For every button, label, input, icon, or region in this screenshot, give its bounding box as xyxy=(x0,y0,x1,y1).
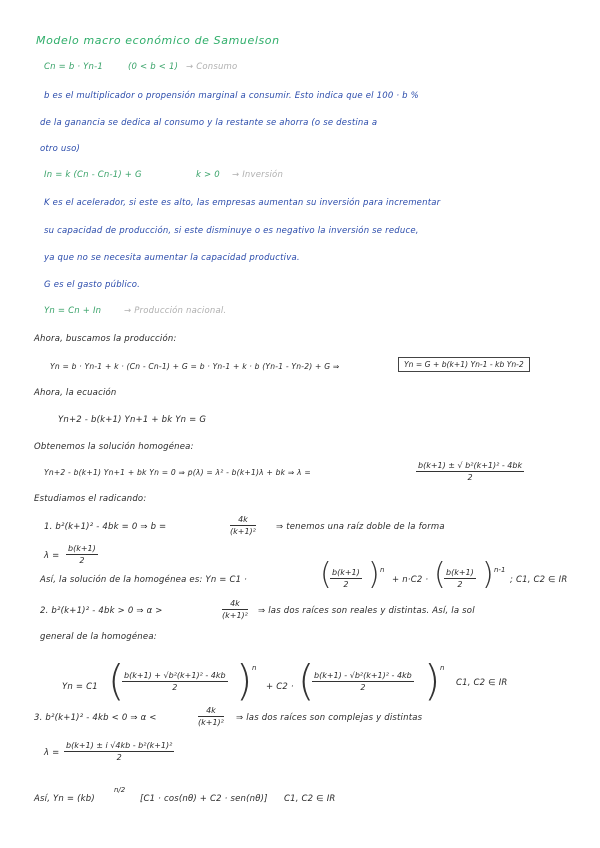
step-3-heading: Obtenemos la solución homogénea: xyxy=(34,442,194,452)
case-2-equation: 2. b²(k+1)² - 4bk > 0 ⇒ α > xyxy=(40,606,163,616)
case-2-solution-fraction-2: $\frac{\text{b(k+1) - √b²(k+1)² - 4kb}}{2}$ xyxy=(314,671,412,692)
paren-open-2: ( xyxy=(434,557,446,592)
case-3-lambda: λ = xyxy=(44,748,60,758)
fraction-denominator: 2 xyxy=(467,473,473,482)
case-1-text: ⇒ tenemos una raíz doble de la forma xyxy=(276,522,445,532)
exponent-n-half: n/2 xyxy=(114,786,126,794)
step-3-equation: Yn+2 - b(k+1) Yn+1 + bk Yn = 0 ⇒ p(λ) = λ² - b(k+1)λ + bk ⇒ λ = xyxy=(44,468,311,477)
inversion-equation: In = k (Cn - Cn-1) + G xyxy=(44,170,142,180)
paren-close-3: ) xyxy=(236,656,253,705)
k-desc-line-2: su capacidad de producción, si este disminuye o es negativo la inversión se reduce, xyxy=(44,226,419,236)
step-4-heading: Estudiamos el radicando: xyxy=(34,494,147,504)
step-2-equation: Yn+2 - b(k+1) Yn+1 + bk Yn = G xyxy=(58,415,207,425)
produccion-label: → Producción nacional. xyxy=(124,306,227,316)
case-3-text: ⇒ las dos raíces son complejas y distintas xyxy=(236,713,423,723)
case-3-lambda-fraction: $\frac{\text{b(k+1) ± i √4kb - b²(k+1)²}}{2}$ xyxy=(66,741,173,762)
inversion-condition: k > 0 xyxy=(196,170,220,180)
exponent-n-3: n xyxy=(440,664,445,672)
exponent-n: n xyxy=(380,566,385,574)
case-2-solution-intro: Yn = C1 xyxy=(62,682,98,692)
case-3-fraction: $\frac{4k}{\text{(k+1)²}}$ xyxy=(198,706,224,727)
case-2-solution-fraction-1: $\frac{\text{b(k+1) + √b²(k+1)² - 4kb}}{2}$ xyxy=(124,671,226,692)
consumo-label: → Consumo xyxy=(186,62,238,72)
case-2-solution-mid: + C2 · xyxy=(266,682,294,692)
page-title: Modelo macro económico de Samuelson xyxy=(36,34,280,47)
step-1-equation: Yn = b · Yn-1 + k · (Cn - Cn-1) + G = b · Yn-1 + k · b (Yn-1 - Yn-2) + G ⇒ xyxy=(50,362,340,371)
fraction-numerator: b(k+1) ± √ b²(k+1)² - 4bk xyxy=(418,461,523,470)
exponent-n-minus-1: n-1 xyxy=(494,566,506,574)
paren-open-3: ( xyxy=(108,656,125,705)
case-1-solution-end: ; C1, C2 ∈ IR xyxy=(510,575,568,585)
g-desc: G es el gasto público. xyxy=(44,280,141,290)
paren-open: ( xyxy=(320,557,332,592)
produccion-equation: Yn = Cn + In xyxy=(44,306,102,316)
case-1-equation: 1. b²(k+1)² - 4bk = 0 ⇒ b = xyxy=(44,522,167,532)
case-1-solution-mid: + n·C2 · xyxy=(392,575,429,585)
case-1-solution-intro: Así, la solución de la homogénea es: Yn = C1 · xyxy=(40,575,248,585)
paren-open-4: ( xyxy=(298,656,315,705)
case-1-fraction: $\frac{4k}{\text{(k+1)²}}$ xyxy=(230,515,256,536)
consumo-equation: Cn = b · Yn-1 xyxy=(44,62,104,72)
case-3-solution: [C1 · cos(nθ) + C2 · sen(nθ)] xyxy=(140,794,268,804)
case-2-text-2: general de la homogénea: xyxy=(40,632,157,642)
b-desc-line-2: de la ganancia se dedica al consumo y la restante se ahorra (o se destina a xyxy=(40,118,378,128)
paren-close: ) xyxy=(368,557,380,592)
case-3-solution-intro: Así, Yn = (kb) xyxy=(34,794,95,804)
paren-close-4: ) xyxy=(424,656,441,705)
case-1-solution-fraction-2: $\frac{b(k+1)}{2}$ xyxy=(446,568,474,589)
exponent-n-2: n xyxy=(252,664,257,672)
case-2-fraction: $\frac{4k}{\text{(k+1)²}}$ xyxy=(222,599,248,620)
case-1-solution-fraction-1: $\frac{b(k+1)}{2}$ xyxy=(332,568,360,589)
case-2-solution-end: C1, C2 ∈ IR xyxy=(456,678,508,688)
step-2-heading: Ahora, la ecuación xyxy=(34,388,117,398)
case-3-solution-end: C1, C2 ∈ IR xyxy=(284,794,336,804)
consumo-condition: (0 < b < 1) xyxy=(128,62,179,72)
case-2-text: ⇒ las dos raíces son reales y distintas. Así, la sol xyxy=(258,606,475,616)
paren-close-2: ) xyxy=(482,557,494,592)
b-desc-line-1: b es el multiplicador o propensión marginal a consumir. Esto indica que el 100 · b % xyxy=(44,91,419,101)
b-desc-line-3: otro uso) xyxy=(40,144,81,154)
k-desc-line-1: K es el acelerador, si este es alto, las empresas aumentan su inversión para incrementar xyxy=(44,198,441,208)
case-3-equation: 3. b²(k+1)² - 4kb < 0 ⇒ α < xyxy=(34,713,157,723)
step-1-heading: Ahora, buscamos la producción: xyxy=(34,334,177,344)
k-desc-line-3: ya que no se necesita aumentar la capacidad productiva. xyxy=(44,253,300,263)
case-1-lambda: λ = xyxy=(44,551,60,561)
step-1-boxed-result: Yn = G + b(k+1) Yn-1 - kb Yn-2 xyxy=(398,357,530,372)
case-1-lambda-fraction: $\frac{b(k+1)}{2}$ xyxy=(68,544,96,565)
step-3-lambda-fraction xyxy=(416,461,524,482)
inversion-label: → Inversión xyxy=(232,170,284,180)
